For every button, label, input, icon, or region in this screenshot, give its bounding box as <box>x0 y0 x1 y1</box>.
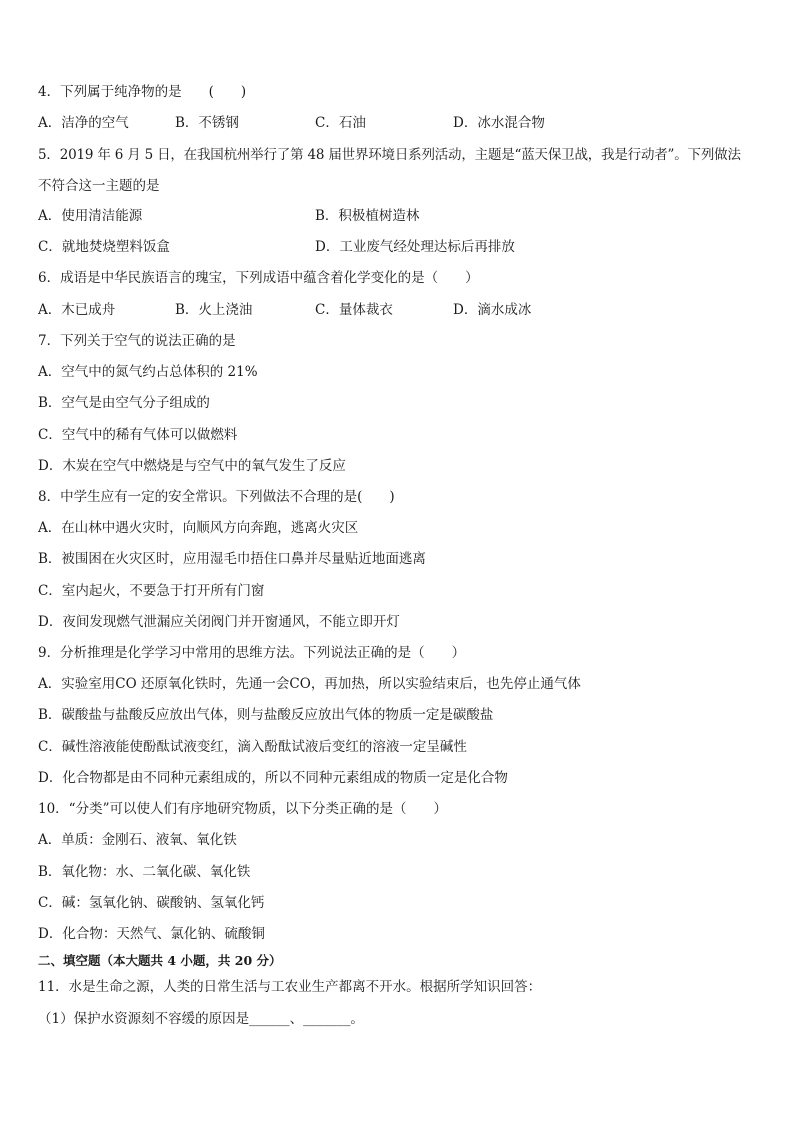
q8-option-a: A．在山林中遇火灾时，向顺风方向奔跑，逃离火灾区 <box>38 520 359 536</box>
q9-option-c: C．碱性溶液能使酚酞试液变红，滴入酚酞试液后变红的溶液一定呈碱性 <box>38 739 467 755</box>
q5-option-a: A．使用清洁能源 <box>38 208 143 224</box>
q10-stem: 10．“分类”可以使人们有序地研究物质，以下分类正确的是（ ） <box>38 801 447 817</box>
q7-option-b: B．空气是由空气分子组成的 <box>38 395 210 411</box>
q5-option-d: D．工业废气经处理达标后再排放 <box>315 239 515 255</box>
q8-option-b: B．被围困在火灾区时，应用湿毛巾捂住口鼻并尽量贴近地面逃离 <box>38 551 426 567</box>
q4-stem: 4．下列属于纯净物的是 ( ) <box>38 84 247 100</box>
q8-option-d: D．夜间发现燃气泄漏应关闭阀门并开窗通风，不能立即开灯 <box>38 614 400 630</box>
q4-option-c: C．石油 <box>315 115 366 131</box>
q10-option-c: C．碱：氢氧化钠、碳酸钠、氢氧化钙 <box>38 895 265 911</box>
q8-stem: 8．中学生应有一定的安全常识。下列做法不合理的是( ) <box>38 489 395 505</box>
q4-option-b: B．不锈钢 <box>175 115 239 131</box>
q10-option-d: D．化合物：天然气、氯化钠、硫酸铜 <box>38 926 265 942</box>
q4-option-d: D．冰水混合物 <box>453 115 545 131</box>
q11-stem: 11．水是生命之源，人类的日常生活与工农业生产都离不开水。根据所学知识回答： <box>38 979 542 995</box>
q7-stem: 7．下列关于空气的说法正确的是 <box>38 333 236 349</box>
q11-subquestion-1: （1）保护水资源刻不容缓的原因是______、_______。 <box>38 1011 364 1027</box>
q6-option-b: B．火上浇油 <box>175 302 253 318</box>
q7-option-a: A．空气中的氮气约占总体积的 21% <box>38 364 258 380</box>
q7-option-c: C．空气中的稀有气体可以做燃料 <box>38 427 238 443</box>
q8-option-c: C．室内起火，不要急于打开所有门窗 <box>38 583 265 599</box>
q9-stem: 9．分析推理是化学学习中常用的思维方法。下列说法正确的是（ ） <box>38 645 466 661</box>
q10-option-b: B．氧化物：水、二氧化碳、氧化铁 <box>38 864 251 880</box>
section-heading-fill-in: 二、填空题（本大题共 4 小题，共 20 分） <box>38 953 282 968</box>
q9-option-d: D．化合物都是由不同种元素组成的，所以不同种元素组成的物质一定是化合物 <box>38 770 508 786</box>
q9-option-b: B．碳酸盐与盐酸反应放出气体，则与盐酸反应放出气体的物质一定是碳酸盐 <box>38 707 494 723</box>
q5-option-c: C．就地焚烧塑料饭盒 <box>38 239 170 255</box>
q6-option-a: A．木已成舟 <box>38 302 116 318</box>
q4-option-a: A．洁净的空气 <box>38 115 129 131</box>
q9-option-a: A．实验室用CO 还原氧化铁时，先通一会CO，再加热，所以实验结束后，也先停止通气体 <box>38 676 581 692</box>
q10-option-a: A．单质：金刚石、液氧、氧化铁 <box>38 832 237 848</box>
q5-option-b: B．积极植树造林 <box>315 208 420 224</box>
q5-stem-line2: 不符合这一主题的是 <box>38 178 160 194</box>
q6-option-d: D．滴水成冰 <box>453 302 532 318</box>
q7-option-d: D．木炭在空气中燃烧是与空气中的氧气发生了反应 <box>38 458 346 474</box>
q5-stem-line1: 5．2019 年 6 月 5 日，在我国杭州举行了第 48 届世界环境日系列活动，主题是“蓝天保卫战，我是行动者”。下列做法 <box>38 147 741 163</box>
q6-option-c: C．量体裁衣 <box>315 302 393 318</box>
q6-stem: 6．成语是中华民族语言的瑰宝，下列成语中蕴含着化学变化的是（ ） <box>38 270 479 286</box>
